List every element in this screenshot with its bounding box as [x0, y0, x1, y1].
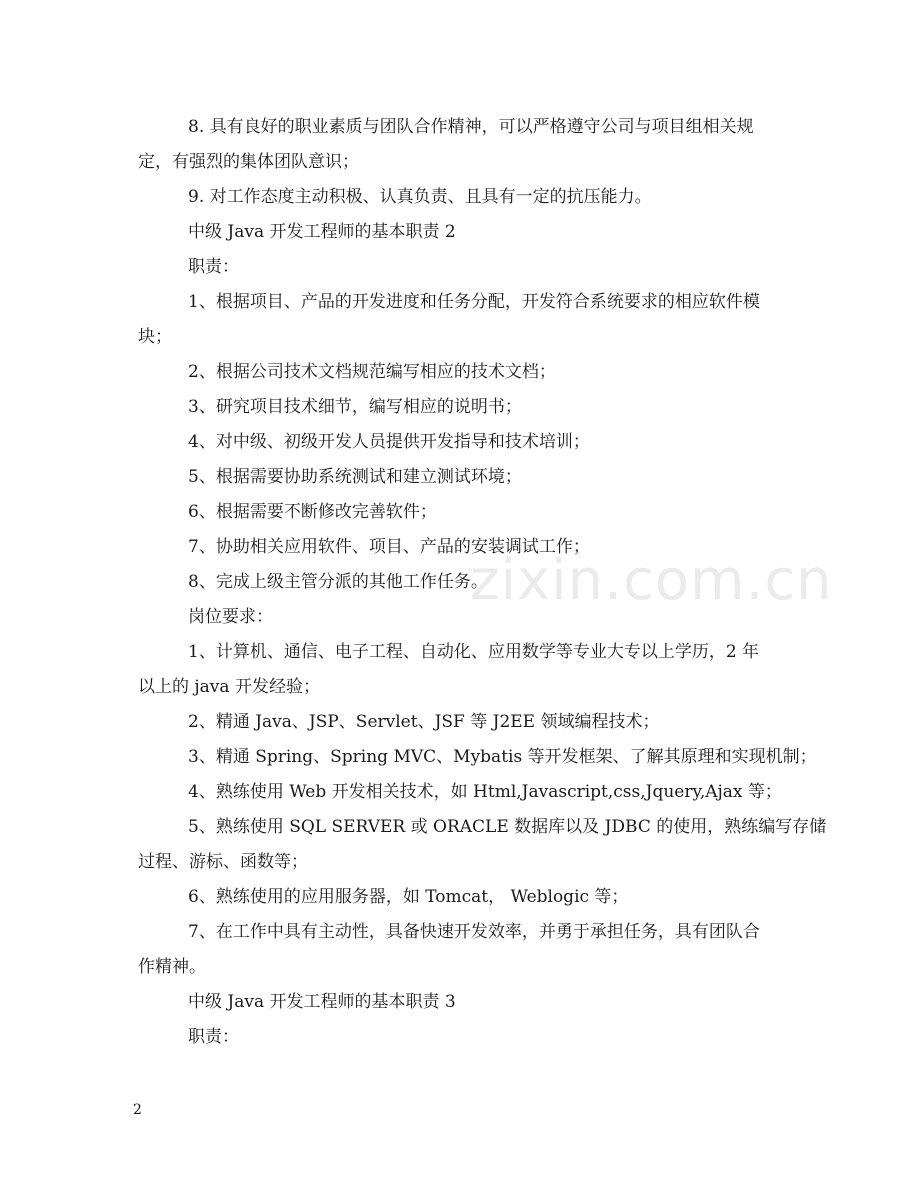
paragraph: [138, 1020, 788, 1055]
paragraph: [138, 495, 788, 530]
paragraph-line: 4、熟练使用 Web 开发相关技术，如 Html,Javascript,css,Jquery,Ajax 等；: [188, 782, 782, 802]
paragraph-line: 定，有强烈的集体团队意识；: [138, 152, 359, 172]
paragraph: [138, 215, 788, 250]
paragraph: [138, 110, 788, 180]
paragraph: [138, 390, 788, 425]
page-number: 2: [133, 1102, 142, 1118]
paragraph: [138, 425, 788, 460]
paragraph-line: 6、根据需要不断修改完善软件；: [188, 502, 437, 522]
paragraph-line: 7、协助相关应用软件、项目、产品的安装调试工作；: [188, 537, 590, 557]
paragraph: [138, 180, 788, 215]
paragraph-line: 6、熟练使用的应用服务器，如 Tomcat， Weblogic 等；: [188, 887, 629, 907]
paragraph-line: 4、对中级、初级开发人员提供开发指导和技术培训；: [188, 432, 590, 452]
paragraph-line: 中级 Java 开发工程师的基本职责 3: [188, 992, 456, 1012]
paragraph-line: 3、研究项目技术细节，编写相应的说明书；: [188, 397, 522, 417]
paragraph-line: 3、精通 Spring、Spring MVC、Mybatis 等开发框架、了解其原理和实现机制；: [188, 747, 817, 767]
paragraph: [138, 635, 788, 705]
paragraph-line: 块；: [138, 327, 172, 347]
paragraph-line: 7、在工作中具有主动性，具备快速开发效率，并勇于承担任务，具有团队合: [188, 922, 760, 942]
paragraph-line: 中级 Java 开发工程师的基本职责 2: [188, 222, 456, 242]
paragraph: [138, 285, 788, 355]
paragraph-line: 职责：: [188, 1027, 239, 1047]
paragraph-line: 以上的 java 开发经验；: [138, 677, 320, 697]
paragraph-line: 2、根据公司技术文档规范编写相应的技术文档；: [188, 362, 556, 382]
paragraph-line: 职责：: [188, 257, 239, 277]
paragraph-line: 过程、游标、函数等；: [138, 852, 308, 872]
paragraph-line: 岗位要求：: [188, 607, 273, 627]
paragraph: [138, 740, 817, 775]
paragraph-line: 8. 具有良好的职业素质与团队合作精神，可以严格遵守公司与项目组相关规: [188, 117, 754, 137]
paragraph-line: 5、熟练使用 SQL SERVER 或 ORACLE 数据库以及 JDBC 的使用，熟练编写存储: [188, 817, 827, 837]
paragraph-line: 2、精通 Java、JSP、Servlet、JSF 等 J2EE 领域编程技术；: [188, 712, 660, 732]
paragraph: [138, 355, 788, 390]
paragraph: [138, 460, 788, 495]
paragraph: [138, 915, 788, 985]
paragraph: [138, 880, 788, 915]
paragraph-line: 1、计算机、通信、电子工程、自动化、应用数学等专业大专以上学历，2 年: [188, 642, 760, 662]
paragraph-line: 9. 对工作态度主动积极、认真负责、且具有一定的抗压能力。: [188, 187, 652, 207]
watermark: zixin.com.cn: [470, 548, 833, 613]
paragraph-line: 1、根据项目、产品的开发进度和任务分配，开发符合系统要求的相应软件模: [188, 292, 760, 312]
paragraph: [138, 810, 827, 880]
paragraph-line: 8、完成上级主管分派的其他工作任务。: [188, 572, 488, 592]
paragraph: [138, 775, 788, 810]
paragraph-line: 作精神。: [138, 957, 206, 977]
paragraph: [138, 985, 788, 1020]
paragraph: [138, 250, 788, 285]
paragraph: [138, 705, 788, 740]
paragraph-line: 5、根据需要协助系统测试和建立测试环境；: [188, 467, 522, 487]
